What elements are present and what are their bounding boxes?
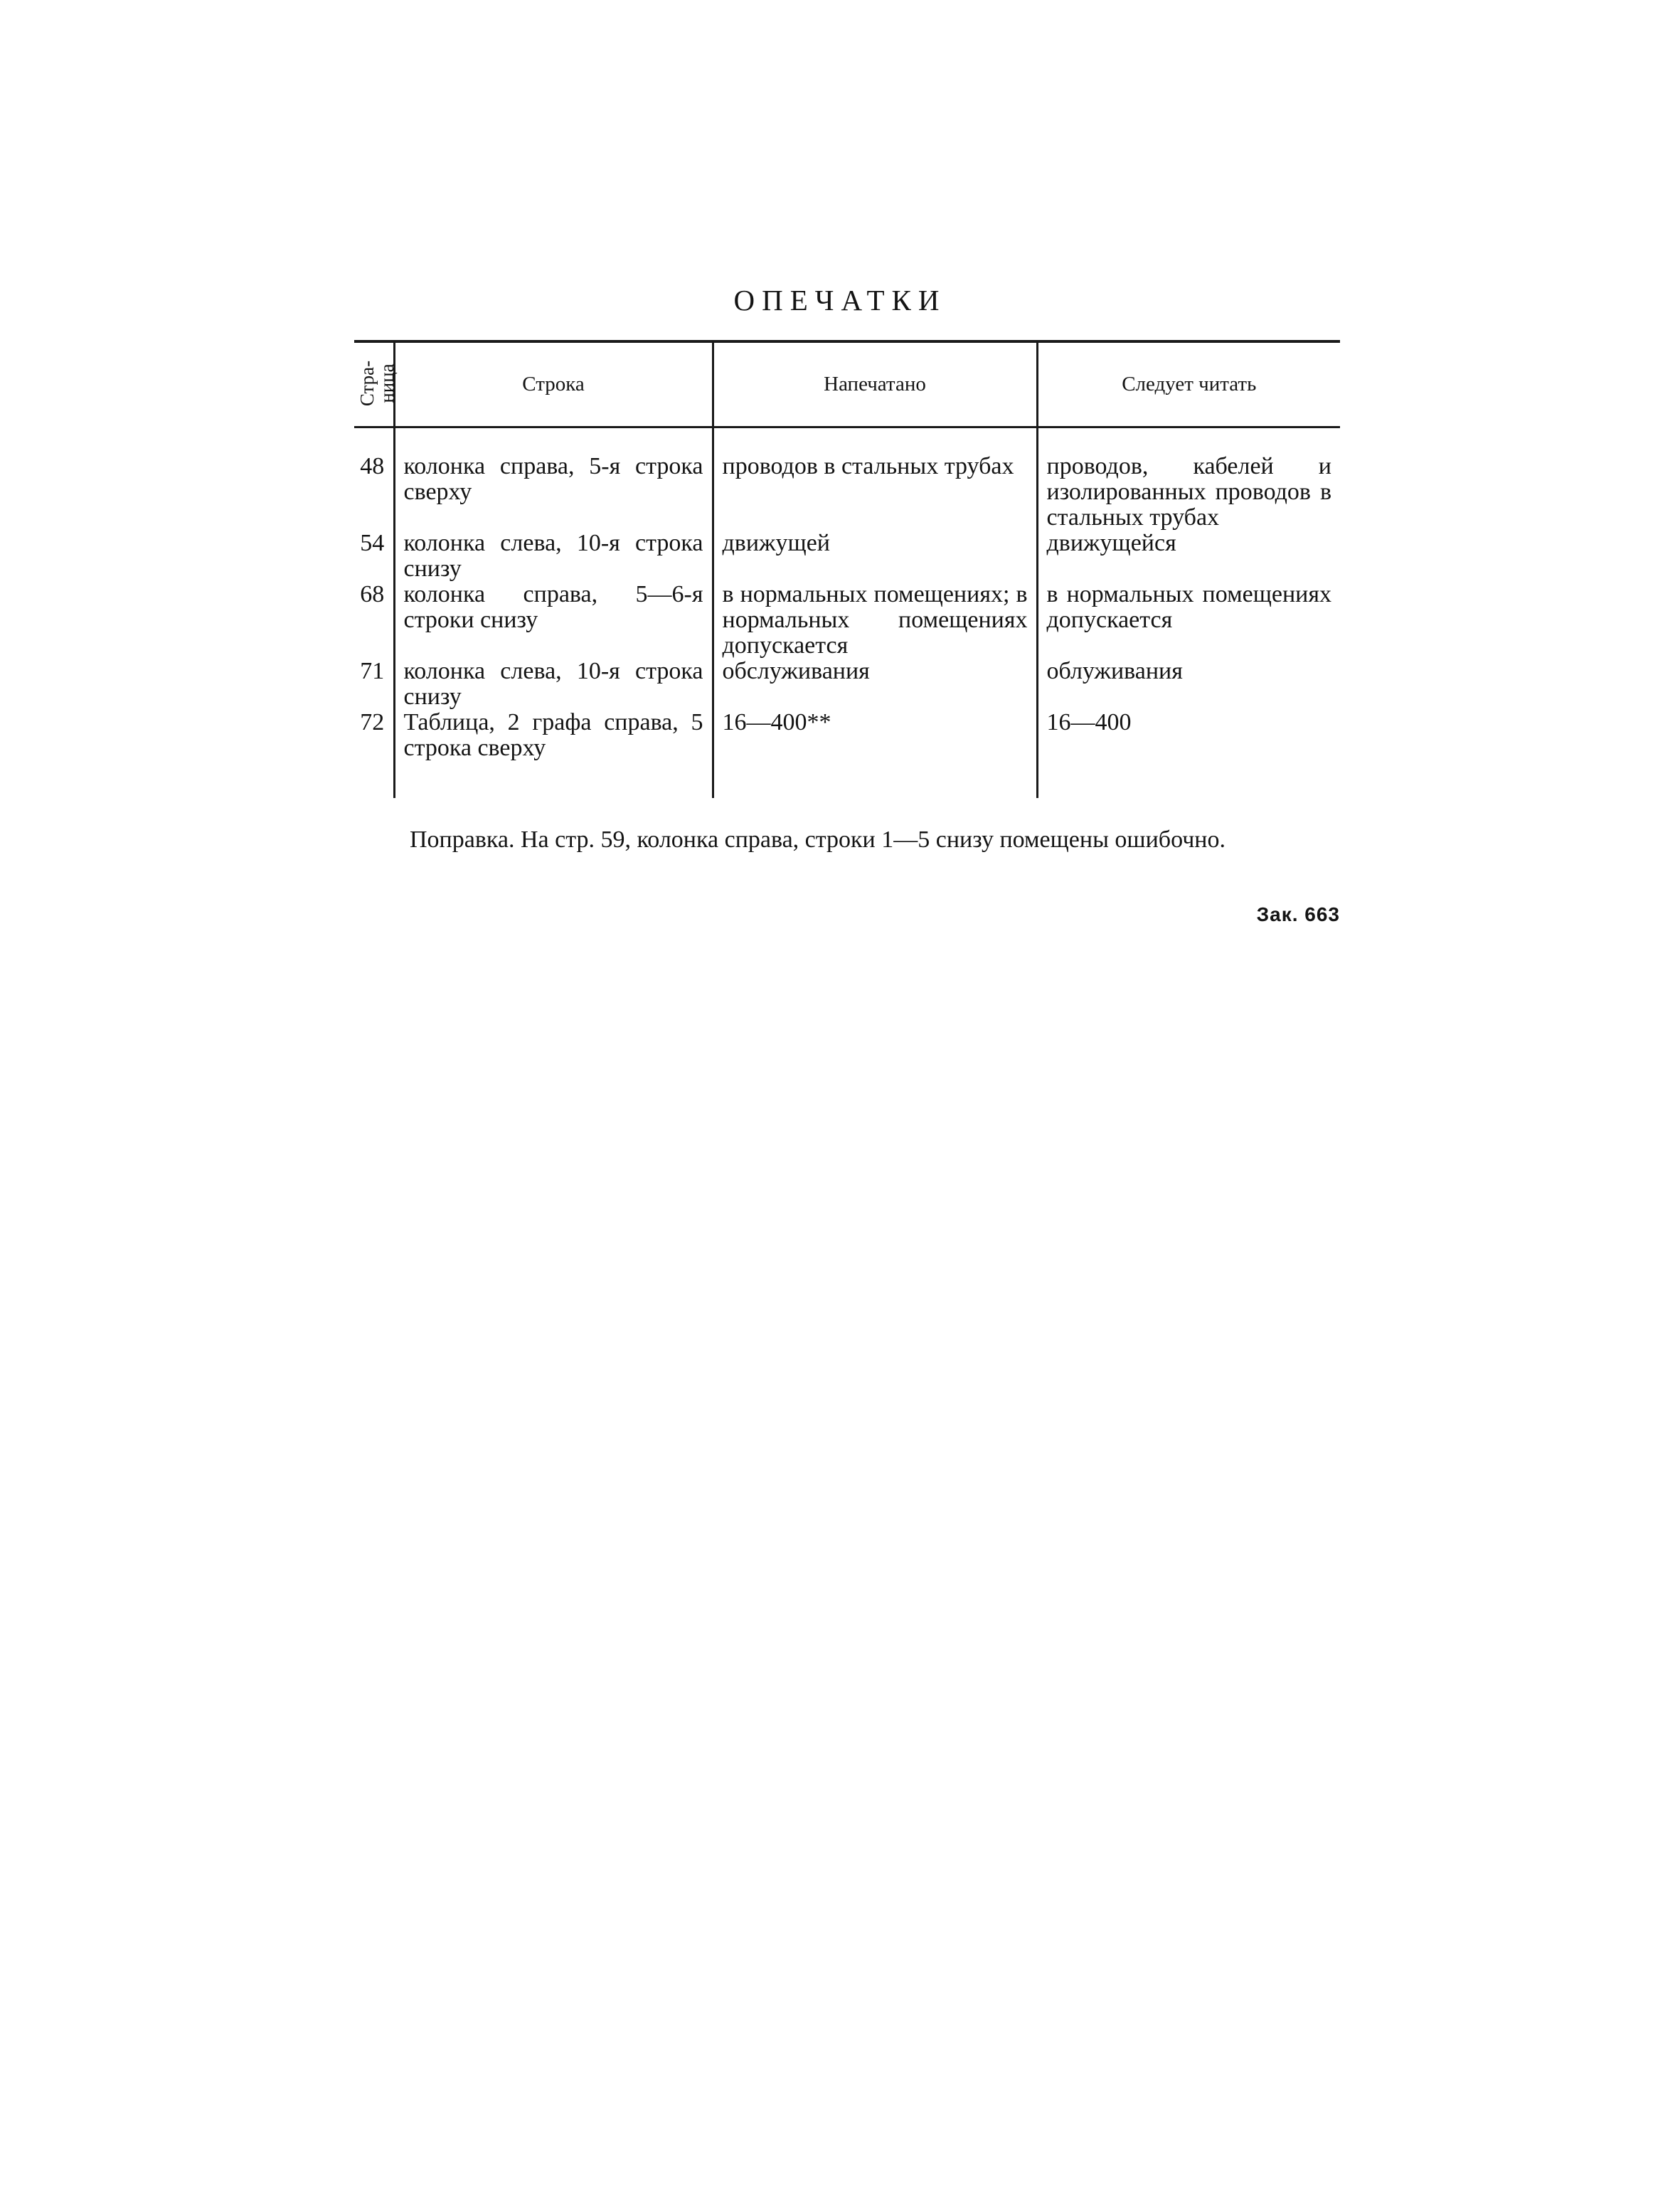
header-correct: Следует читать bbox=[1037, 341, 1340, 427]
cell-correct: движущейся bbox=[1037, 531, 1340, 582]
cell-correct: проводов, кабелей и изолированных проводов в стальных трубах bbox=[1037, 427, 1340, 531]
cell-line: колонка справа, 5—6-я строки снизу bbox=[394, 582, 713, 659]
cell-printed: обслуживания bbox=[713, 659, 1037, 710]
filler-cell bbox=[713, 761, 1037, 798]
cell-line: Таблица, 2 графа справа, 5 строка сверху bbox=[394, 710, 713, 761]
table-row bbox=[354, 427, 1340, 531]
cell-line: колонка слева, 10-я строка снизу bbox=[394, 531, 713, 582]
table-row bbox=[354, 531, 1340, 582]
header-line: Строка bbox=[394, 341, 713, 427]
cell-correct: в нормальных помещениях допускается bbox=[1037, 582, 1340, 659]
table-filler-row bbox=[354, 761, 1340, 798]
cell-printed: 16—400** bbox=[713, 710, 1037, 761]
header-printed: Напечатано bbox=[713, 341, 1037, 427]
cell-correct: облуживания bbox=[1037, 659, 1340, 710]
cell-page: 72 bbox=[360, 708, 385, 735]
errata-table bbox=[354, 340, 1340, 798]
cell-correct: 16—400 bbox=[1037, 710, 1340, 761]
cell-page: 48 bbox=[360, 452, 385, 479]
header-page bbox=[354, 341, 398, 427]
cell-printed: проводов в стальных трубах bbox=[713, 427, 1037, 531]
cell-printed: в нормальных помещениях; в нормальных помещениях допускается bbox=[713, 582, 1037, 659]
cell-printed: движущей bbox=[713, 531, 1037, 582]
cell-page: 68 bbox=[360, 580, 385, 607]
filler-cell bbox=[1037, 761, 1340, 798]
order-number: Зак. 663 bbox=[1256, 903, 1340, 925]
page-title: ОПЕЧАТКИ bbox=[733, 284, 947, 317]
filler-cell bbox=[394, 761, 713, 798]
cell-line: колонка слева, 10-я строка снизу bbox=[394, 659, 713, 710]
table-row bbox=[354, 582, 1340, 659]
correction-note: Поправка. На стр. 59, колонка справа, строки 1—5 снизу помещены ошибочно. bbox=[410, 826, 1226, 853]
table-header-row bbox=[354, 341, 1340, 427]
cell-page: 71 bbox=[360, 657, 385, 684]
header-page-label: Стра- ница bbox=[356, 360, 398, 406]
table-row bbox=[354, 659, 1340, 710]
table-row bbox=[354, 710, 1340, 761]
filler-cell bbox=[354, 761, 394, 798]
cell-line: колонка справа, 5-я строка сверху bbox=[394, 427, 713, 531]
cell-page: 54 bbox=[360, 529, 385, 556]
